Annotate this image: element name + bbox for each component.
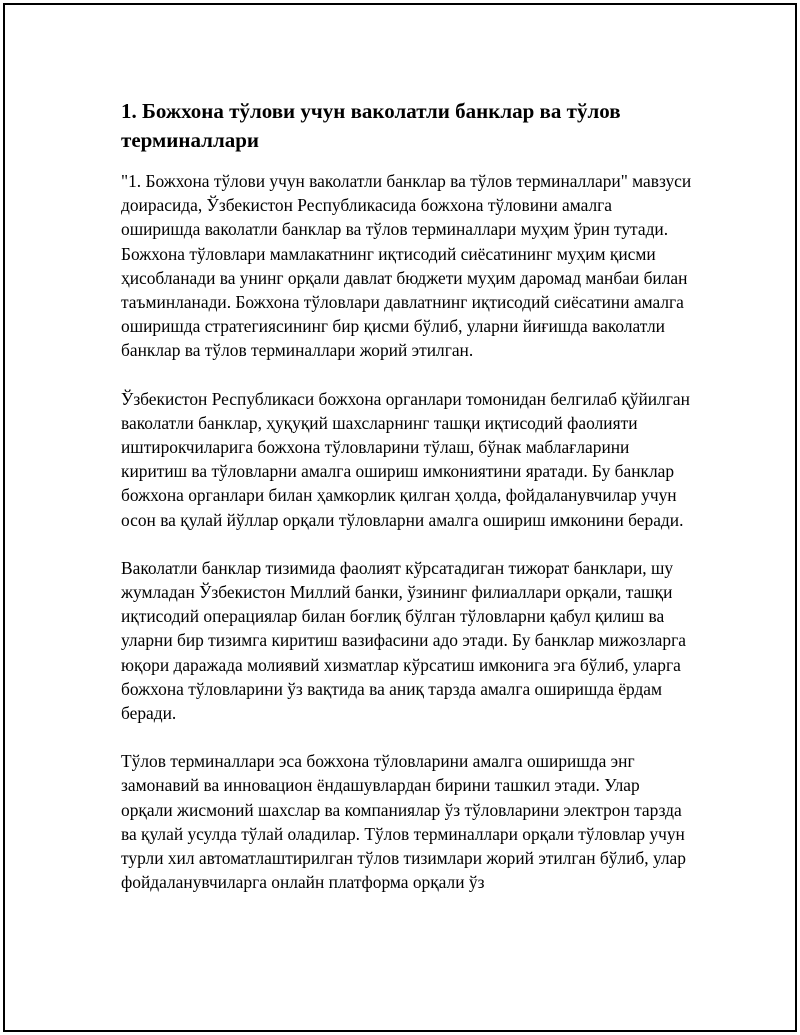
document-page [3, 3, 797, 1032]
section-heading: 1. Божхона тўлови учун ваколатли банклар ва тўлов терминаллари [121, 99, 621, 152]
paragraph-1: "1. Божхона тўлови учун ваколатли банклар ва тўлов терминаллари" мавзуси доирасида, Ўзбекистон Республикасида божхона тўловини амалга оширишда ваколатли банклар ва тўлов терминаллари муҳим ўрин тутади. Божхона тўловлари мамлакатнинг иқтисодий сиёсатининг муҳим қисми ҳисобланади ва унинг орқали давлат бюджети муҳим даромад манбаи билан таъминланади. Божхона тўловлари давлатнинг иқтисодий сиёсатини амалга оширишда стратегиясининг бир қисми бўлиб, уларни йиғишда ваколатли банклар ва тўлов терминаллари жорий этилган. [121, 171, 692, 361]
document-body [121, 97, 695, 894]
paragraph-2: Ўзбекистон Республикаси божхона органлари томонидан белгилаб қўйилган ваколатли банклар, ҳуқуқий шахсларнинг ташқи иқтисодий фаолияти иштирокчиларига божхона тўловларини тўлаш, бўнак маблағларини киритиш ва тўловларни амалга ошириш имкониятини яратади. Бу банклар божхона органлари билан ҳамкорлик қилган ҳолда, фойдаланувчилар учун осон ва қулай йўллар орқали тўловларни амалга ошириш имконини беради. [121, 388, 690, 530]
paragraph-3: Ваколатли банклар тизимида фаолият кўрсатадиган тижорат банклари, шу жумладан Ўзбекистон Миллий банки, ўзининг филиаллари орқали, ташқи иқтисодий операциялар билан боғлиқ бўлган тўловларни қабул қилиш ва уларни бир тизимга киритиш вазифасини адо этади. Бу банклар мижозларга юқори даражада молиявий хизматлар кўрсатиш имконига эга бўлиб, уларга божхона тўловларини ўз вақтида ва аниқ тарзда амалга оширишда ёрдам беради. [121, 557, 686, 724]
paragraph-4: Тўлов терминаллари эса божхона тўловларини амалга оширишда энг замонавий ва инновацион ёндашувлардан бирини ташкил этади. Улар орқали жисмоний шахслар ва компаниялар ўз тўловларини электрон тарзда ва қулай усулда тўлай оладилар. Тўлов терминаллари орқали тўловлар учун турли хил автоматлаштирилган тўлов тизимлари жорий этилган бўлиб, улар фойдаланувчиларга онлайн платформа орқали ўз [121, 751, 686, 893]
